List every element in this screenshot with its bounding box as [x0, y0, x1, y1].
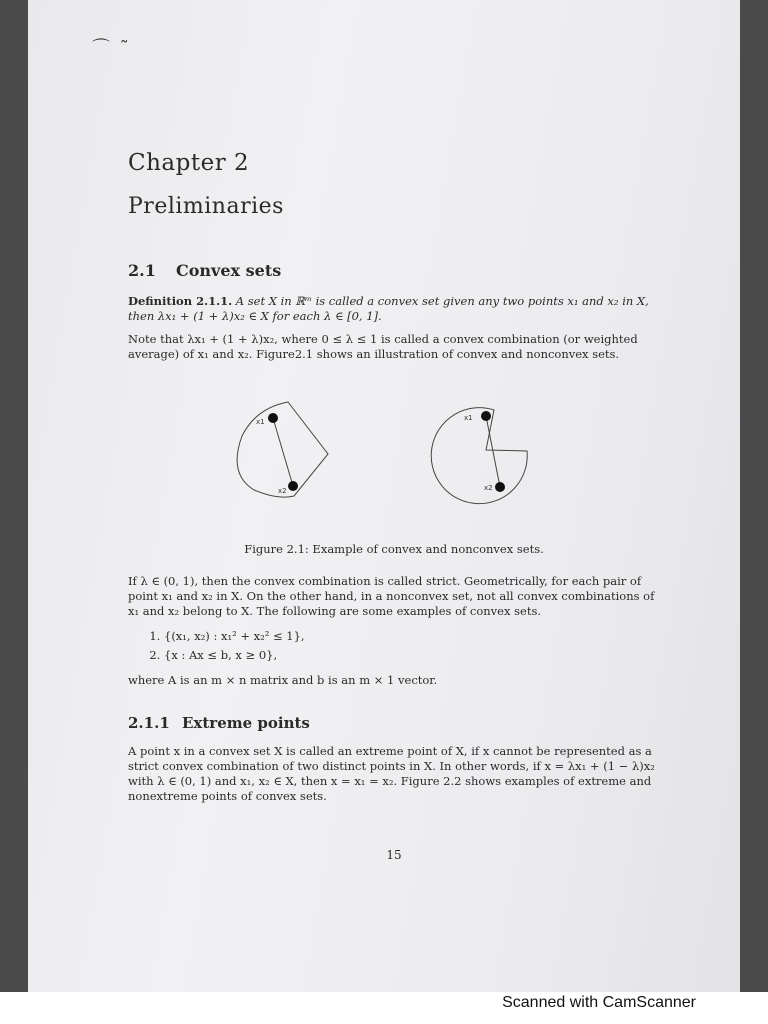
- subsection-heading: [128, 714, 660, 732]
- subsection-number: 2.1.1: [128, 714, 170, 732]
- convex-point-x2: [288, 481, 298, 491]
- strict-paragraph: If λ ∈ (0, 1), then the convex combination is called strict. Geometrically, for each pair of point x₁ and x₂ in X. On the other hand, in a nonconvex set, not all convex combinations of x₁ and x₂ belong to X. The following are some examples of convex sets.: [128, 574, 655, 618]
- note-paragraph: Note that λx₁ + (1 + λ)x₂, where 0 ≤ λ ≤ 1 is called a convex combination (or weighted average) of x₁ and x₂. Figure2.1 shows an illustration of convex and nonconvex sets.: [128, 332, 638, 361]
- scanner-footer: [0, 992, 768, 1024]
- nonconvex-label-x1: x1: [464, 414, 473, 422]
- figure-caption: Figure 2.1: Example of convex and nonconvex sets.: [244, 542, 544, 556]
- chapter-title: Preliminaries: [128, 194, 284, 219]
- chapter-label: Chapter 2: [128, 150, 250, 176]
- example-item-1: 1. {(x₁, x₂) : x₁² + x₂² ≤ 1},: [164, 627, 660, 646]
- convex-segment: [273, 418, 293, 486]
- where-paragraph: where A is an m × n matrix and b is an m × 1 vector.: [128, 673, 438, 687]
- figure-svg: [128, 396, 660, 526]
- nonconvex-point-x1: [481, 411, 491, 421]
- definition-label: Definition 2.1.1.: [128, 294, 233, 308]
- section-title: Convex sets: [176, 261, 282, 280]
- convex-label-x2: x2: [278, 487, 287, 495]
- definition: [128, 294, 660, 324]
- figure-2-1: [128, 396, 660, 526]
- definition-text: A set X in ℝᵐ is called a convex set given any two points x₁ and x₂ in X, then λx₁ + (1 + λ)x₂ ∈ X for each λ ∈ [0, 1].: [128, 294, 649, 323]
- section-number: 2.1: [128, 261, 156, 280]
- convex-label-x1: x1: [256, 418, 265, 426]
- page-content: [128, 150, 660, 862]
- nonconvex-set-shape: [431, 408, 527, 504]
- subsection-title: Extreme points: [182, 714, 310, 732]
- pen-mark: ⌒ ˜: [92, 38, 131, 59]
- document-page: [28, 0, 740, 992]
- example-item-2: 2. {x : Ax ≤ b, x ≥ 0},: [164, 646, 660, 665]
- page-number: 15: [386, 848, 402, 862]
- nonconvex-label-x2: x2: [484, 484, 493, 492]
- nonconvex-segment: [486, 416, 500, 487]
- convex-point-x1: [268, 413, 278, 423]
- scanner-watermark: Scanned with CamScanner: [502, 994, 696, 1011]
- examples-list: [128, 627, 660, 665]
- extreme-paragraph: A point x in a convex set X is called an extreme point of X, if x cannot be represented as a strict convex combination of two distinct points in X. In other words, if x = λx₁ + (1 − λ)x₂ with λ ∈ (0, 1) and x₁, x₂ ∈ X, then x = x₁ = x₂. Figure 2.2 shows examples of extreme and nonextreme points of convex sets.: [128, 744, 655, 803]
- section-heading: [128, 261, 660, 280]
- nonconvex-point-x2: [495, 482, 505, 492]
